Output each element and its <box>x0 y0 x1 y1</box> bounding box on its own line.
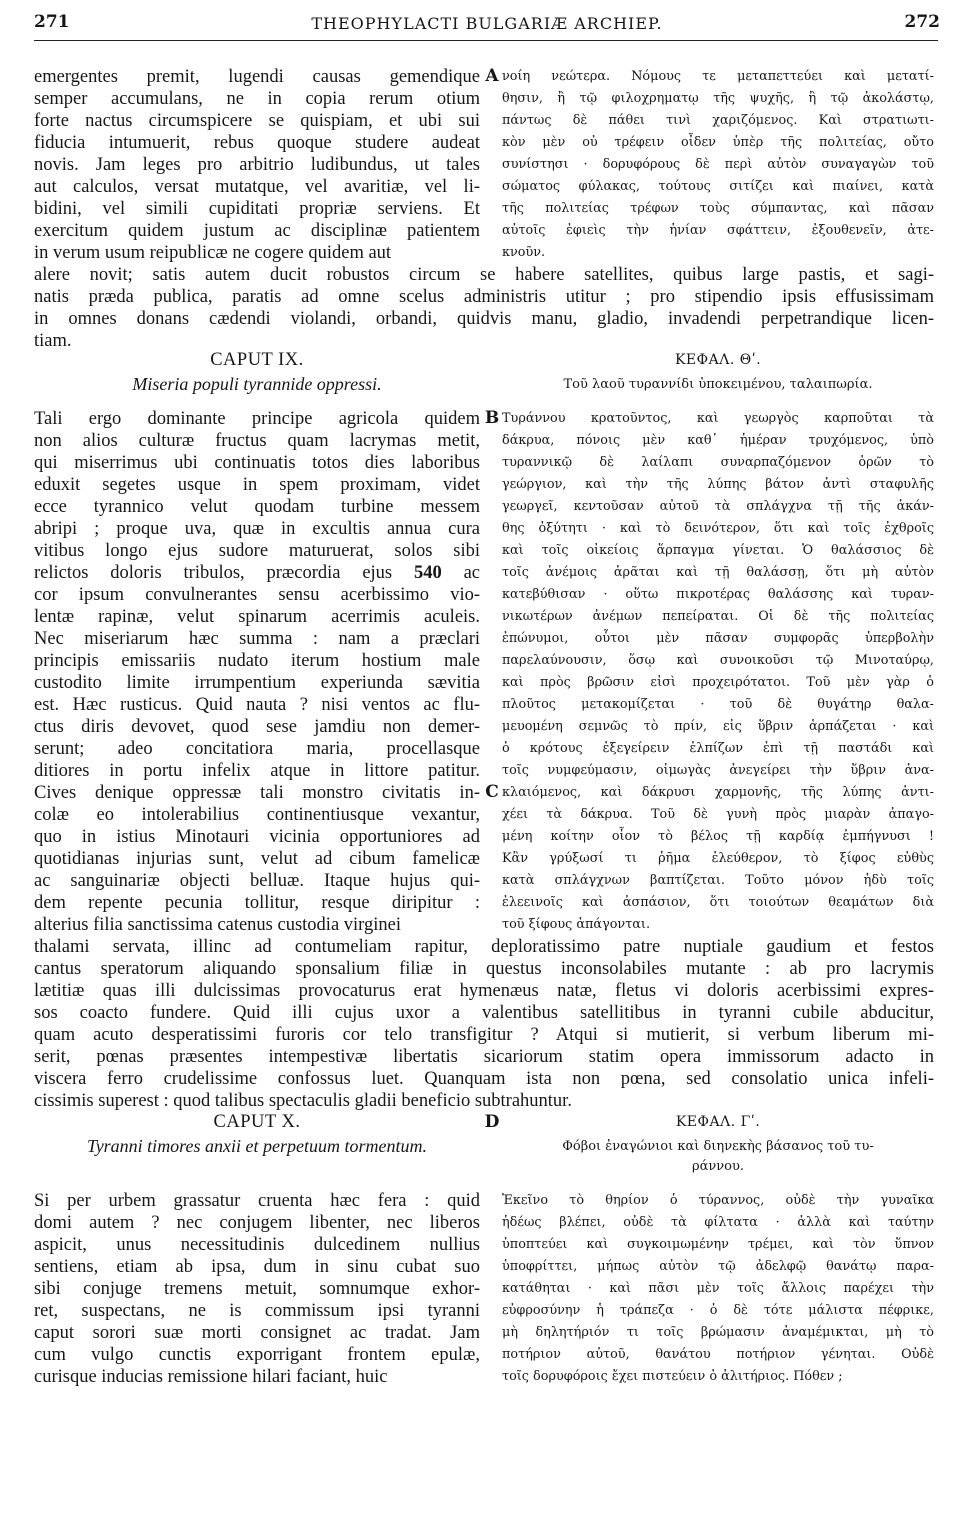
greek-line: νικωτέρων ἀνέμων πεπείραται. Οἱ δὲ τῆς πολιτείας <box>502 609 934 624</box>
text-line: quam acuto desperatissimi furoris cor telo transfigitur ? Atqui si mutierit, si verbum liberum mi- <box>34 1025 934 1045</box>
full-width-paragraph-2 <box>34 936 934 1112</box>
greek-column-block-3 <box>502 1190 934 1388</box>
latin-line: custodito limite irrumpentium experiunda sævitia <box>34 673 480 693</box>
running-title: THEOPHYLACTI BULGARIÆ ARCHIEP. <box>311 14 663 33</box>
latin-line: principis emissariis nudato iterum hostium male <box>34 651 480 671</box>
latin-line: forte nactus circumspicere se quispiam, et ubi sui <box>34 111 480 131</box>
text-line: cissimis superest : quod talibus spectaculis gladii beneficio subtrahuntur. <box>34 1091 572 1111</box>
greek-line: παρελαύνουσιν, ὅσῳ καὶ συνοικοῦσι τῷ Μινοταύρῳ, <box>502 653 934 668</box>
greek-line: καὶ πρὸς βρῶσιν εἰσὶ προχειρότατοι. Τοῦ μὲν γὰρ ὁ <box>502 675 934 690</box>
greek-line: τοῦ ξίφους ἀπάγονται. <box>502 917 651 932</box>
header-rule <box>34 40 938 41</box>
latin-line: ctus diris devovet, quod sese jamdiu non demer- <box>34 717 480 737</box>
greek-line: καὶ τοῖς οἰκείοις ἅρπαγμα γίνεται. Ὁ θαλάσσιος δὲ <box>502 543 934 558</box>
latin-line: fiducia intumuerit, rebus quoque studere audeat <box>34 133 480 153</box>
latin-line: aut calculos, versat mutatque, vel avaritiæ, vel li- <box>34 177 480 197</box>
latin-line: in verum usum reipublicæ ne cogere quidem aut <box>34 243 392 263</box>
greek-line: κατάθηται · καὶ πᾶσι μὲν τοῖς ἄλλοις παρέχει τὴν <box>502 1281 934 1296</box>
greek-line: μὴ δηλητήριόν τι τοῖς βρώμασιν ἀναμέμικται, μὴ τὸ <box>502 1325 934 1340</box>
greek-line: ἐπώνυμοι, οὗτοι μὲν πᾶσαν συμφορᾶς ὑπερβολὴν <box>502 631 934 646</box>
running-header <box>34 8 940 38</box>
greek-line: κλαιόμενος, καὶ δάκρυσι χαρμονῆς, τῆς λύπης ἀντι- <box>502 785 934 800</box>
text-line: in omnes donans cædendi violandi, orbandi, quidvis manu, gladio, invadendi perpetrandique licen- <box>34 309 934 329</box>
greek-line: τοῖς ἀνέμοις ἀρᾶται καὶ τῇ θαλάσσῃ, ὅτι μὴ αὐτὸν <box>502 565 934 580</box>
greek-line: ποτήριον αὐτοῦ, θανάτου ποτήριον γένηται. Οὐδὲ <box>502 1347 934 1362</box>
latin-line: serunt; adeo concitatiora maria, procellasque <box>34 739 480 759</box>
latin-line: ecce tyrannico velut quodam turbine messem <box>34 497 480 517</box>
kephalaion-10-heading: ΚΕΦΑΛ. Γʹ. <box>675 1114 761 1130</box>
greek-line: γεώργιον, καὶ τὴν τῆς λύπης βάτον ἀντὶ σταφυλῆς <box>502 477 934 492</box>
greek-line: εὐφροσύνην ἡ τράπεζα · ὁ δὲ τότε μάλιστα πέφρικε, <box>502 1303 934 1318</box>
greek-line: τῆς πολιτείας τρέφων τοὺς σύμπαντας, καὶ πᾶσαν <box>502 201 934 216</box>
latin-line: domi autem ? nec conjugem libenter, nec liberos <box>34 1213 480 1233</box>
latin-line: ret, suspectans, ne is commissum ipsi tyranni <box>34 1301 480 1321</box>
latin-line: ditiores in portu infelix atque in littore patitur. <box>34 761 480 781</box>
latin-line: relictos doloris tribulos, præcordia ejus 540 ac <box>34 563 480 583</box>
page-number-left: 271 <box>34 12 70 32</box>
latin-line: Cives denique oppressæ tali monstro civitatis in- <box>34 783 480 803</box>
full-width-paragraph-1 <box>34 264 934 352</box>
latin-line: ac sanguinariæ objecti belluæ. Itaque hujus qui- <box>34 871 480 891</box>
latin-line: aspicit, unus necessitudinis dulcedinem nullius <box>34 1235 480 1255</box>
greek-line: θης ὀξύτητι · καὶ τὸ δεινότερον, ὅτι καὶ τοῖς ἐχθροῖς <box>502 521 934 536</box>
latin-line: lentæ rapinæ, velut spinarum acerrimis aculeis. <box>34 607 480 627</box>
greek-line: ὑποφρίττει, μήπως αὐτὸν τῷ ἀδελφῷ θανάτῳ παρα- <box>502 1259 934 1274</box>
latin-line: quotidianas injurias sunt, velut ad cibum famelicæ <box>34 849 480 869</box>
latin-column-block-1 <box>34 66 480 264</box>
greek-line: πλοῦτος μετακομίζεται · τοῦ δὲ θυγάτηρ θαλα- <box>502 697 934 712</box>
caput-x-subtitle: Tyranni timores anxii et perpetuum tormentum. <box>87 1136 427 1156</box>
greek-line: δάκρυα, πόνοις μὲν καθ᾽ ἡμέραν τρυχόμενος, ὑπὸ <box>502 433 934 448</box>
caput-ix-heading: CAPUT IX. <box>210 350 304 370</box>
latin-line: quo in istius Minotauri vicinia opportuniores ad <box>34 827 480 847</box>
greek-line: σώματος φύλακας, τούτους σιτίζει καὶ πιαίνει, κατὰ <box>502 179 934 194</box>
caput-ix-subtitle: Miseria populi tyrannide oppressi. <box>132 374 382 394</box>
text-line: sos coacto fundere. Quid illi cujus uxor a valentibus satellitibus in tyranni cubile abducitur, <box>34 1003 934 1023</box>
greek-line: τοῖς δορυφόροις ἔχει πιστεύειν ὁ ἀλιτήριος. Πόθεν ; <box>502 1369 843 1384</box>
latin-column-block-2 <box>34 408 480 936</box>
text-line: tiam. <box>34 331 72 351</box>
latin-line: novis. Jam leges pro arbitrio ludibundus, ut tales <box>34 155 480 175</box>
greek-column-block-1 <box>502 66 934 264</box>
latin-line: abripi ; proque uva, quæ in excultis annua cura <box>34 519 480 539</box>
latin-line: cor ipsum convulnerantes sensu acerbissimo vio- <box>34 585 480 605</box>
kephalaion-9-subtitle: Τοῦ λαοῦ τυραννίδι ὑποκειμένου, ταλαιπωρία. <box>563 377 873 392</box>
greek-line: χέει τὰ δάκρυα. Τοῦ δὲ γυνὴ πρὸς μιαρὰν ἀπαγο- <box>502 807 934 822</box>
greek-line: μευομένη σεμνῶς τὸ πρίν, εἰς ὕβριν ἁρπάζεται · καὶ <box>502 719 934 734</box>
greek-line: συνίστησι · δορυφόρους δὲ περὶ αὐτὸν συναγαγὼν τοῦ <box>502 157 934 172</box>
greek-line: κατεβύθισαν · οὕτω πικροτέρας θαλάσσης καὶ τυραν- <box>502 587 934 602</box>
kephalaion-10-subtitle-2: ράννου. <box>691 1159 745 1174</box>
greek-line: Κἂν γρύξωσί τι ῥῆμα ἐλεύθερον, τὸ ξίφος εὐθὺς <box>502 851 934 866</box>
latin-line: sibi conjuge tremens metuit, somnumque exhor- <box>34 1279 480 1299</box>
latin-line: colæ eo intolerabilius continentiusque vexantur, <box>34 805 480 825</box>
greek-line: γεωργεῖ, κεντοῦσαν αὐτοῦ τὰ σπλάγχνα τῇ τῆς ἀκάν- <box>502 499 934 514</box>
latin-line: bidini, vel simili cupiditati propriæ serviens. Et <box>34 199 480 219</box>
page-number-right: 272 <box>904 12 940 32</box>
margin-marker-a: A <box>485 66 499 86</box>
greek-line: πάντως δὲ πάθει τινὶ χαριζόμενος. Καὶ στρατιωτι- <box>502 113 934 128</box>
margin-marker-c: C <box>485 782 499 802</box>
latin-line: qui miserrimus ubi continuatis totos dies laboribus <box>34 453 480 473</box>
margin-marker-b: B <box>484 408 500 428</box>
latin-line: Si per urbem grassatur cruenta hæc fera : quid <box>34 1191 480 1211</box>
latin-line: alterius filia sanctissima catenus custodia virginei <box>34 915 401 935</box>
latin-line: emergentes premit, lugendi causas gemendique <box>34 67 480 87</box>
greek-line: ἐλεεινοῖς καὶ ἀσπάσιον, ὅτι τοιούτων θεαμάτων διὰ <box>502 895 934 910</box>
latin-line: Nec miseriarum hæc summa : nam a præclari <box>34 629 480 649</box>
latin-line: semper accumulans, ne in copia rerum otium <box>34 89 480 109</box>
text-line: viscera ferro crudelissime confossus luet. Quanquam ista non pœna, sed consolatio unica infeli- <box>34 1069 934 1089</box>
latin-line: Tali ergo dominante principe agricola quidem <box>34 409 480 429</box>
text-line: lætitiæ quas illi dulcissimas provocaturus erat hymenæus natæ, fletus vi doloris acerbissimi expres- <box>34 981 934 1001</box>
text-line: alere novit; satis autem ducit robustos circum se habere satellites, quibus large pastis, et sagi- <box>34 265 934 285</box>
greek-line: κνοῦν. <box>502 245 546 260</box>
latin-line-tail: ac <box>463 563 480 583</box>
kephalaion-9-heading: ΚΕΦΑΛ. Θʹ. <box>674 352 762 368</box>
text-line: serit, pœnas præsentes intempestivæ libertatis sicariorum statim opera immissorum adacto in <box>34 1047 934 1067</box>
latin-column-block-3 <box>34 1190 480 1388</box>
text-line: cantus speratorum aliquando sponsalium filiæ in questus inconsolabiles mutante : ab pro lacrymis <box>34 959 934 979</box>
latin-line: exercitum quidem justum ac disciplinæ patientem <box>34 221 480 241</box>
greek-line: κὸν μὲν οὐ τρέφειν οἶδεν ὑπὲρ τῆς πολιτείας, οὔτο <box>502 135 934 150</box>
inline-page-ref: 540 <box>392 563 464 583</box>
latin-line: sentiens, etiam ab ipsa, dum in sinu cubat suo <box>34 1257 480 1277</box>
greek-line: μένη κοίτην οἷον τὸ βέλος τῇ καρδίᾳ ἐμπήγνυσι ! <box>502 829 934 844</box>
text-line: natis præda publica, paratis ad omne scelus administris utitur ; pro stipendio ipsis effusissimam <box>34 287 934 307</box>
latin-line: vitibus longo ejus sudore maturuerat, solos sibi <box>34 541 480 561</box>
caput-x-heading: CAPUT X. <box>213 1112 301 1132</box>
greek-line: Τυράννου κρατοῦντος, καὶ γεωργὸς καρποῦται τὰ <box>502 411 934 426</box>
text-line: thalami servata, illinc ad contumeliam rapitur, deploratissimo patre nuptiale gaudium et festos <box>34 937 934 957</box>
latin-line: caput sorori suæ morti consignet ac tradat. Jam <box>34 1323 480 1343</box>
kephalaion-10-subtitle-1: Φόβοι ἐναγώνιοι καὶ διηνεκὴς βάσανος τοῦ τυ- <box>562 1139 874 1154</box>
latin-line: dem repente pecunia tollitur, resque diripitur : <box>34 893 480 913</box>
latin-line: curisque inducias remissione hilari faciant, huic <box>34 1367 388 1387</box>
greek-line: κατὰ σπλάγχνων βαπτίζεται. Τοῦτο μόνον ἡδὺ τοῖς <box>502 873 934 888</box>
greek-line: ὑποπτεύει καὶ συγκοιμωμένην τρέμει, καὶ τὸν ὕπνον <box>502 1237 934 1252</box>
greek-line: Ἐκεῖνο τὸ θηρίον ὁ τύραννος, οὐδὲ τὴν γυναῖκα <box>502 1193 934 1208</box>
greek-line: ἡδέως βλέπει, οὐδὲ τὰ φίλτατα · ἀλλὰ καὶ ταύτην <box>502 1215 934 1230</box>
greek-line: νοίη νεώτερα. Νόμους τε μεταπεττεύει καὶ μετατί- <box>502 69 934 84</box>
greek-line: θησιν, ἢ τῷ φιλοχρηματῳ τῆς ψυχῆς, ἢ τῷ ἀκολάστῳ, <box>502 91 934 106</box>
greek-column-block-2 <box>502 408 934 936</box>
latin-line: est. Hæc rusticus. Quid nauta ? nisi ventos ac flu- <box>34 695 480 715</box>
greek-line: τοῖς νυμφεύμασιν, οἰμωγὰς ἀνεγείρει τὴν ὕβριν ἀνα- <box>502 763 934 778</box>
latin-line: eduxit segetes usque in spem proximam, videt <box>34 475 480 495</box>
greek-line: τυραννικῷ δὲ λαίλαπι συναρπαζόμενον ὁρῶν τὸ <box>502 455 934 470</box>
margin-marker-d: D <box>484 1112 500 1132</box>
greek-line: ὁ κρότους ἐξεγείρειν ἐλπίζων ἐπὶ τῇ παστάδι καὶ <box>502 741 934 756</box>
latin-line: cum vulgo cunctis exporrigant frontem epulæ, <box>34 1345 480 1365</box>
latin-line: non alios culturæ fructus quam lacrymas metit, <box>34 431 480 451</box>
greek-line: αὐτοῖς ἐφιεὶς τὴν ἡνίαν σφάττειν, ἐξουθενεῖν, ἀτε- <box>502 223 934 238</box>
